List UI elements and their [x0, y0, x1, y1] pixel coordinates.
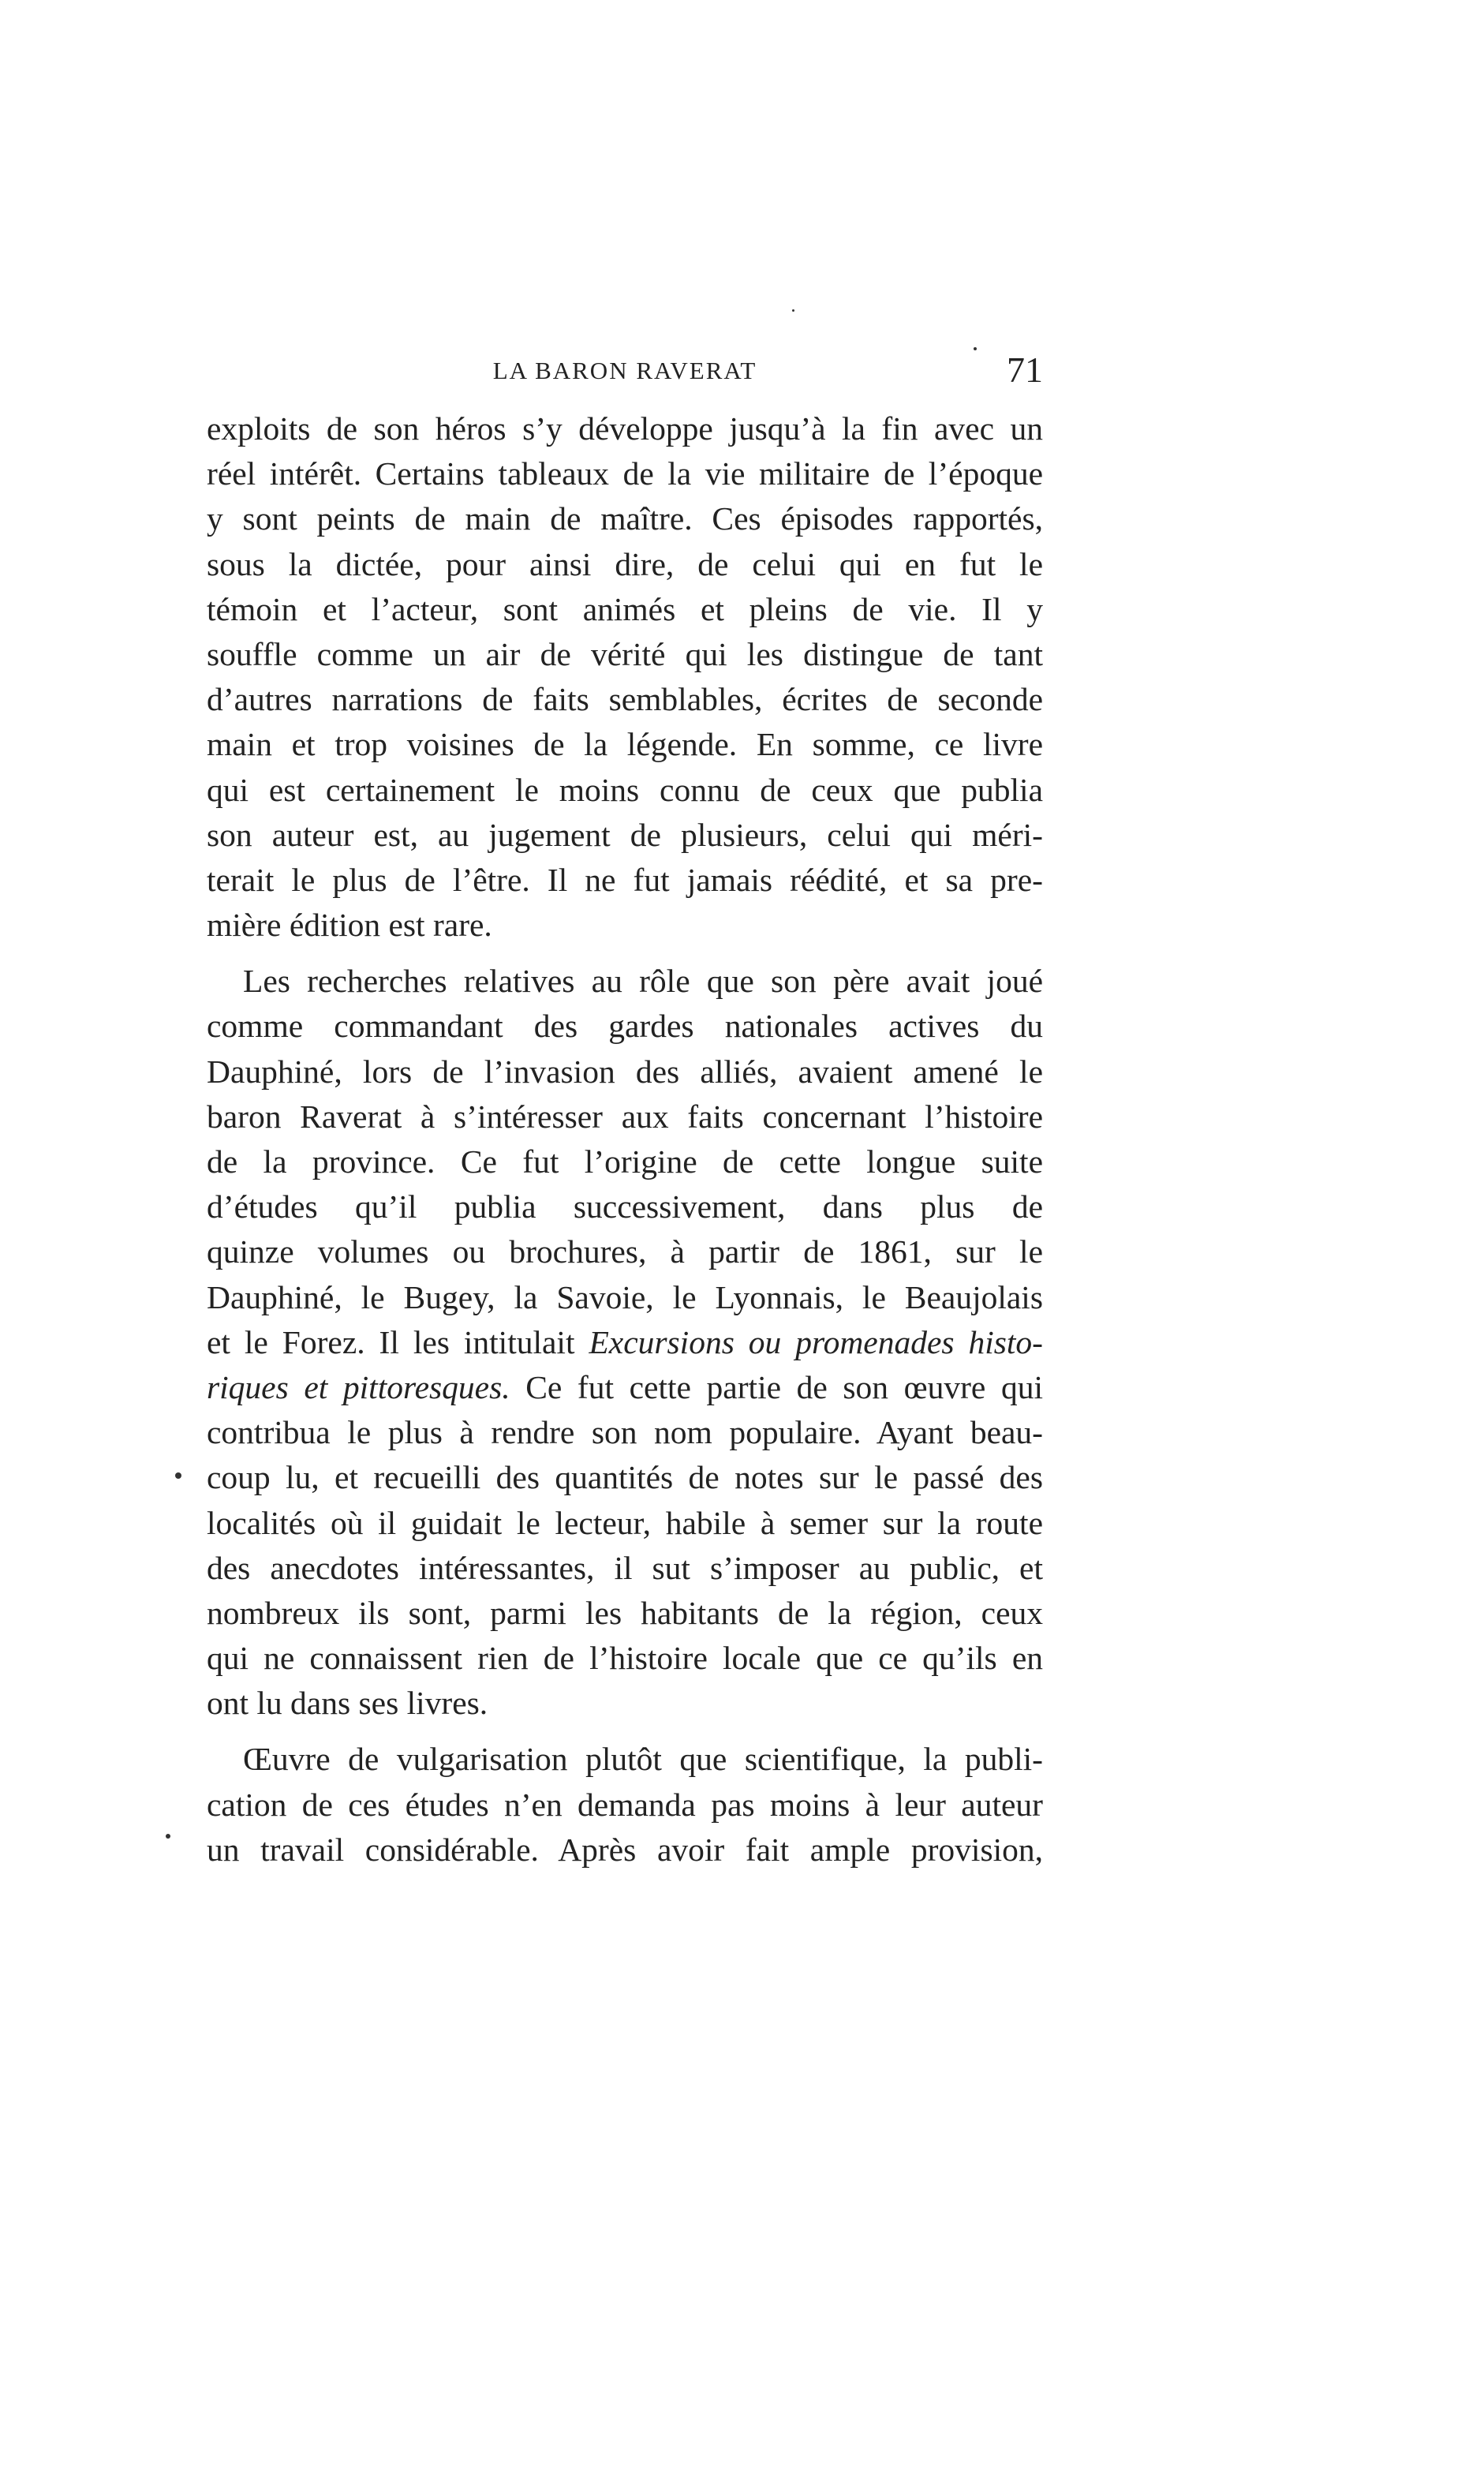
text-line: témoin et l’acteur, sont animés et pleins de vie. Il y — [207, 590, 1043, 627]
text-line: d’autres narrations de faits semblables, écrites de seconde — [207, 681, 1043, 718]
text-line: localités où il guidait le lecteur, habile à semer sur la route — [207, 1504, 1043, 1541]
text-line: terait le plus de l’être. Il ne fut jamais réédité, et sa pre- — [207, 861, 1043, 898]
text-line: coup lu, et recueilli des quantités de notes sur le passé des — [207, 1459, 1043, 1496]
body-text — [207, 406, 1043, 1873]
text-line: baron Raverat à s’intéresser aux faits concernant l’histoire — [207, 1098, 1043, 1135]
text-line: souffle comme un air de vérité qui les distingue de tant — [207, 635, 1043, 672]
text-line: un travail considérable. Après avoir fait ample provision, — [207, 1831, 1043, 1868]
italic-title: riques et pittoresques. — [207, 1368, 510, 1405]
text-line: d’études qu’il publia successivement, dans plus de — [207, 1188, 1043, 1225]
text-line: son auteur est, au jugement de plusieurs, celui qui méri- — [207, 816, 1043, 853]
page-number: 71 — [1007, 350, 1043, 390]
text-line: qui ne connaissent rien de l’histoire locale que ce qu’ils en — [207, 1640, 1043, 1677]
text-segment: Ce fut cette partie de son œuvre qui — [510, 1368, 1043, 1405]
paragraph-1 — [207, 406, 1043, 948]
text-line: Dauphiné, le Bugey, la Savoie, le Lyonnais, le Beaujolais — [207, 1278, 1043, 1315]
running-head — [207, 349, 1043, 396]
text-line: mière édition est rare. — [207, 907, 492, 944]
ink-speck — [792, 309, 794, 312]
paragraph-2 — [207, 959, 1043, 1726]
text-line: main et trop voisines de la légende. En somme, ce livre — [207, 726, 1043, 763]
text-line: de la province. Ce fut l’origine de cette longue suite — [207, 1143, 1043, 1180]
text-line: Dauphiné, lors de l’invasion des alliés, avaient amené le — [207, 1053, 1043, 1090]
text-line: qui est certainement le moins connu de ceux que publia — [207, 771, 1043, 808]
ink-speck — [175, 1472, 181, 1479]
text-line: exploits de son héros s’y développe jusqu’à la fin avec un — [207, 410, 1043, 447]
ink-speck — [166, 1834, 170, 1839]
text-segment: et le Forez. Il les intitulait — [207, 1323, 589, 1360]
text-line: Les recherches relatives au rôle que son père avait joué — [243, 963, 1043, 1000]
text-line: réel intérêt. Certains tableaux de la vie militaire de l’époque — [207, 455, 1043, 492]
text-line-with-italic — [207, 1365, 1043, 1410]
running-title: LA BARON RAVERAT — [492, 357, 757, 384]
text-line: cation de ces études n’en demanda pas moins à leur auteur — [207, 1786, 1043, 1823]
paragraph-3 — [207, 1737, 1043, 1873]
text-line: y sont peints de main de maître. Ces épisodes rapportés, — [207, 500, 1043, 537]
text-line: Œuvre de vulgarisation plutôt que scientifique, la publi- — [243, 1741, 1043, 1778]
text-line: ont lu dans ses livres. — [207, 1685, 488, 1722]
text-line: des anecdotes intéressantes, il sut s’imposer au public, et — [207, 1549, 1043, 1586]
text-line-with-italic — [207, 1320, 1043, 1365]
text-line: sous la dictée, pour ainsi dire, de celui qui en fut le — [207, 545, 1043, 582]
text-line: quinze volumes ou brochures, à partir de 1861, sur le — [207, 1233, 1043, 1270]
text-line: contribua le plus à rendre son nom populaire. Ayant beau- — [207, 1414, 1043, 1451]
italic-title: Excursions ou promenades histo- — [589, 1323, 1043, 1360]
ink-speck — [974, 347, 977, 350]
text-line: comme commandant des gardes nationales actives du — [207, 1008, 1043, 1045]
text-line: nombreux ils sont, parmi les habitants de la région, ceux — [207, 1594, 1043, 1631]
